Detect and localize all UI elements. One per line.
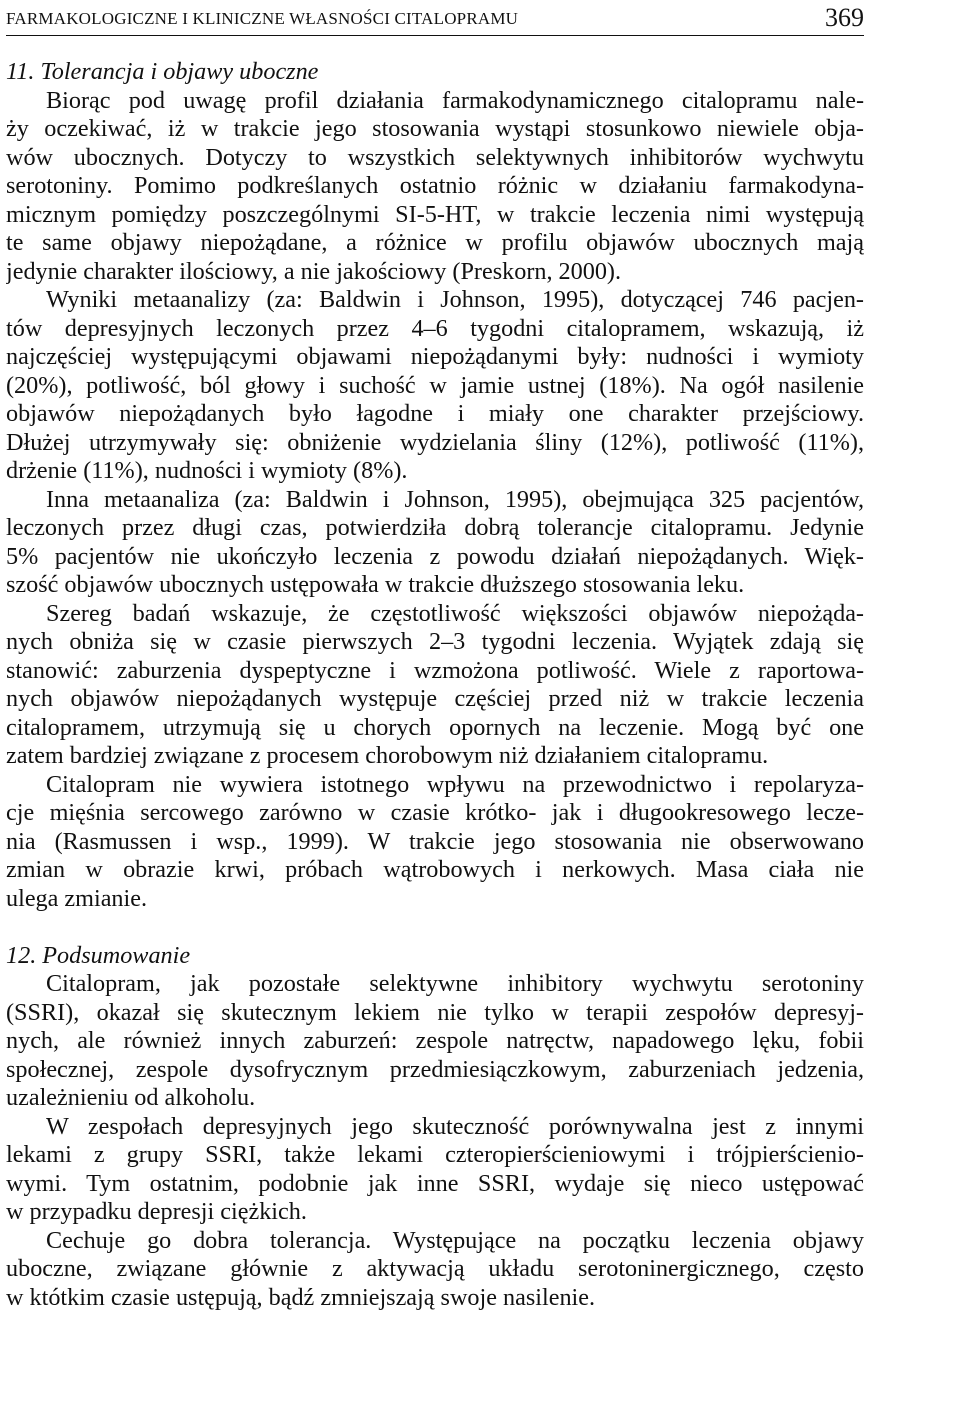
- paragraph: [6, 286, 864, 486]
- text-line: serotoniny. Pomimo podkreślanych ostatnio różnic w działaniu farmakodyna-: [6, 172, 864, 199]
- text-line: uzależnieniu od alkoholu.: [6, 1084, 256, 1111]
- text-line: Wyniki metaanalizy (za: Baldwin i Johnson, 1995), dotyczącej 746 pacjen-: [46, 286, 864, 313]
- text-line: Citalopram nie wywiera istotnego wpływu na przewodnictwo i repolaryza-: [46, 770, 864, 798]
- paragraph: [6, 486, 864, 600]
- section-title: Podsumowanie: [42, 941, 191, 969]
- page-number: 369: [825, 3, 864, 32]
- text-line: citalopramem, utrzymują się u chorych opornych na leczenie. Mogą być one: [6, 713, 864, 741]
- text-line: zmian w obrazie krwi, próbach wątrobowych i nerkowych. Masa ciała nie: [6, 856, 864, 883]
- text-line: wów ubocznych. Dotyczy to wszystkich selektywnych inhibitorów wychwytu: [6, 143, 864, 171]
- text-line: w któtkim czasie ustępują, bądź zmniejszają swoje nasilenie.: [6, 1283, 596, 1311]
- section-spacer: [6, 913, 864, 942]
- text-line: stanowić: zaburzenia dyspeptyczne i wzmożona potliwość. Wiele z raportowa-: [6, 656, 864, 684]
- text-line: nia (Rasmussen i wsp., 1999). W trakcie jego stosowania nie obserwowano: [6, 827, 864, 855]
- paragraph: [6, 771, 864, 914]
- text-line: nych, ale również innych zaburzeń: zespole natręctw, napadowego lęku, fobii: [6, 1027, 864, 1054]
- text-line: drżenie (11%), nudności i wymioty (8%).: [6, 457, 408, 484]
- text-line: szość objawów ubocznych ustępowała w trakcie dłuższego stosowania leku.: [6, 571, 745, 598]
- text-line: Szereg badań wskazuje, że częstotliwość większości objawów niepożąda-: [46, 599, 864, 627]
- running-header: [6, 5, 864, 36]
- text-line: zatem bardziej związane z procesem chorobowym niż działaniem citalopramu.: [6, 742, 769, 769]
- text-line: nych objawów niepożądanych występuje częściej przed niż w trakcie leczenia: [6, 685, 864, 712]
- text-line: ulega zmianie.: [6, 884, 148, 912]
- text-line: nych obniża się w czasie pierwszych 2–3 tygodni leczenia. Wyjątek zdają się: [6, 628, 864, 655]
- text-line: cje mięśnia sercowego zarówno w czasie krótko- jak i długookresowego lecze-: [6, 799, 864, 826]
- text-line: Dłużej utrzymywały się: obniżenie wydzielania śliny (12%), potliwość (11%),: [6, 428, 864, 456]
- paragraph: [6, 970, 864, 1113]
- section-heading: [6, 58, 864, 87]
- text-line: w przypadku depresji ciężkich.: [6, 1198, 307, 1225]
- text-line: Biorąc pod uwagę profil działania farmakodynamicznego citalopramu nale-: [46, 86, 864, 114]
- text-line: leczonych przez długi czas, potwierdziła dobrą tolerancje citalopramu. Jedynie: [6, 514, 864, 541]
- section-title: Tolerancja i objawy uboczne: [40, 58, 319, 85]
- text-line: społecznej, zespole dysofrycznym przedmiesiączkowym, zaburzeniach jedzenia,: [6, 1055, 864, 1083]
- section-heading: [6, 942, 864, 971]
- text-line: Inna metaanaliza (za: Baldwin i Johnson, 1995), obejmująca 325 pacjentów,: [46, 485, 864, 513]
- section-number: 11.: [6, 58, 35, 85]
- text-line: jedynie charakter ilościowy, a nie jakościowy (Preskorn, 2000).: [6, 257, 622, 285]
- paragraph: [6, 600, 864, 771]
- text-line: W zespołach depresyjnych jego skuteczność porównywalna jest z innymi: [46, 1112, 864, 1140]
- text-line: lekami z grupy SSRI, także lekami czteropierścieniowymi i trójpierścienio-: [6, 1141, 864, 1168]
- paragraph: [6, 1227, 864, 1313]
- running-title: FARMAKOLOGICZNE I KLINICZNE WŁASNOŚCI CITALOPRAMU: [6, 9, 519, 28]
- text-line: ży oczekiwać, iż w trakcie jego stosowania wystąpi stosunkowo niewiele obja-: [6, 115, 864, 142]
- text-line: uboczne, związane głównie z aktywacją układu serotoninergicznego, często: [6, 1255, 864, 1282]
- text-line: Cechuje go dobra tolerancja. Występujące na początku leczenia objawy: [46, 1226, 864, 1254]
- text-line: (SSRI), okazał się skutecznym lekiem nie tylko w terapii zespołów depresyj-: [6, 998, 864, 1026]
- text-line: objawów niepożądanych było łagodne i miały one charakter przejściowy.: [6, 400, 864, 427]
- paragraph: [6, 87, 864, 287]
- paragraph: [6, 1113, 864, 1227]
- text-line: tów depresyjnych leczonych przez 4–6 tygodni citalopramem, wskazują, iż: [6, 314, 864, 342]
- text-line: Citalopram, jak pozostałe selektywne inhibitory wychwytu serotoniny: [46, 970, 864, 997]
- text-line: (20%), potliwość, ból głowy i suchość w jamie ustnej (18%). Na ogół nasilenie: [6, 371, 864, 399]
- text-line: najczęściej występującymi objawami niepożądanymi były: nudności i wymioty: [6, 343, 864, 370]
- text-line: 5% pacjentów nie ukończyło leczenia z powodu działań niepożądanych. Więk-: [6, 542, 864, 570]
- text-line: te same objawy niepożądane, a różnice w profilu objawów ubocznych mają: [6, 229, 864, 256]
- text-line: wymi. Tym ostatnim, podobnie jak inne SSRI, wydaje się nieco ustępować: [6, 1169, 864, 1197]
- article-body: [6, 58, 864, 1312]
- section-number: 12.: [6, 941, 37, 969]
- text-line: micznym pomiędzy poszczególnymi SI-5-HT, w trakcie leczenia nimi występują: [6, 200, 864, 228]
